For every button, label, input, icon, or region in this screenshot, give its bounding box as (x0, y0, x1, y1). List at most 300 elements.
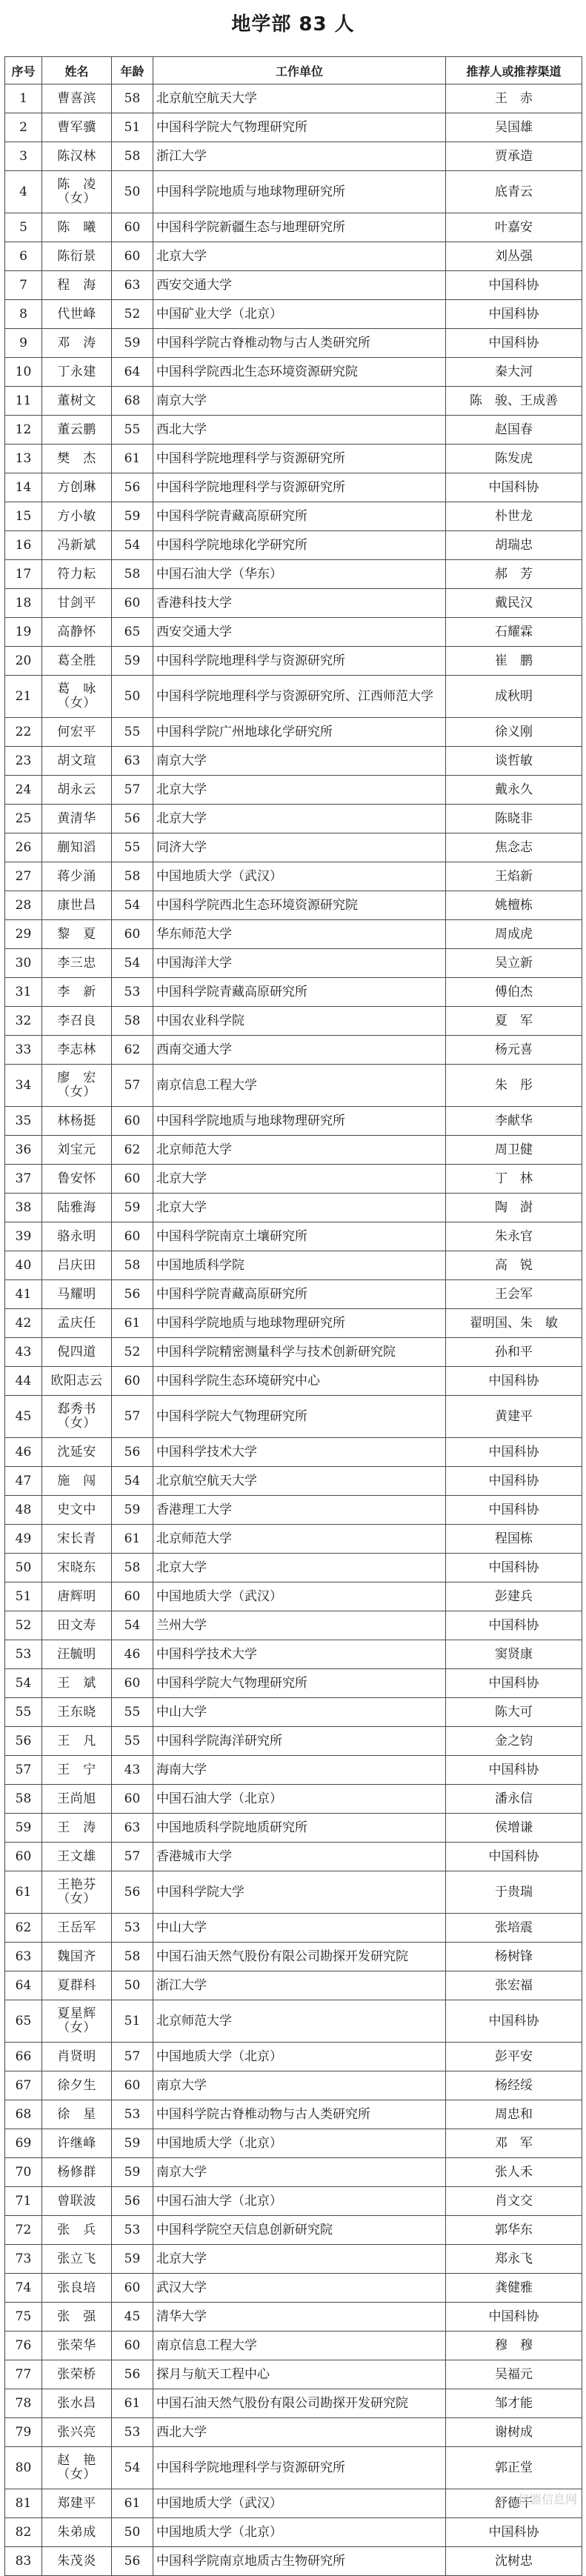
table-row (5, 676, 582, 718)
cell-recommender: 周成虎 (446, 920, 582, 949)
cell-index: 80 (5, 2447, 42, 2489)
cell-recommender: 中国科协 (446, 1496, 582, 1525)
cell-name: 王艳芬（女） (42, 1871, 112, 1914)
cell-name: 王 凡 (42, 1727, 112, 1756)
cell-recommender: 胡瑞忠 (446, 531, 582, 560)
cell-organization: 北京航空航天大学 (153, 84, 446, 113)
cell-recommender: 中国科协 (446, 300, 582, 329)
cell-organization: 香港城市大学 (153, 1843, 446, 1871)
table-row (5, 1338, 582, 1367)
cell-organization: 中国石油天然气股份有限公司勘探开发研究院 (153, 1943, 446, 1971)
cell-index: 11 (5, 387, 42, 416)
cell-recommender: 陈大可 (446, 1698, 582, 1727)
cell-name: 骆永明 (42, 1222, 112, 1251)
table-row (5, 1971, 582, 2000)
cell-name: 史文中 (42, 1496, 112, 1525)
table-row (5, 1007, 582, 1036)
cell-index: 27 (5, 862, 42, 891)
cell-organization: 中国科学院青藏高原研究所 (153, 978, 446, 1007)
cell-index: 74 (5, 2274, 42, 2303)
cell-name: 张立飞 (42, 2245, 112, 2274)
nominee-table (4, 56, 582, 2576)
table-row (5, 2158, 582, 2187)
cell-organization: 中国科学院西北生态环境资源研究院 (153, 358, 446, 387)
cell-age: 60 (112, 920, 153, 949)
cell-recommender: 焦念志 (446, 833, 582, 862)
cell-age: 58 (112, 142, 153, 171)
cell-name: 胡永云 (42, 776, 112, 805)
cell-name: 欧阳志云 (42, 1367, 112, 1396)
cell-name: 孟庆任 (42, 1309, 112, 1338)
table-row (5, 1727, 582, 1756)
cell-name: 张兴亮 (42, 2418, 112, 2447)
cell-recommender: 邹才能 (446, 2389, 582, 2418)
cell-recommender: 程国栋 (446, 1525, 582, 1554)
cell-organization: 香港理工大学 (153, 1496, 446, 1525)
cell-index: 29 (5, 920, 42, 949)
cell-age: 50 (112, 2518, 153, 2547)
cell-name: 李三忠 (42, 949, 112, 978)
cell-recommender: 底青云 (446, 171, 582, 213)
table-row (5, 1065, 582, 1107)
cell-age: 61 (112, 2389, 153, 2418)
cell-index: 48 (5, 1496, 42, 1525)
table-body (5, 84, 582, 2576)
cell-index: 52 (5, 1611, 42, 1640)
cell-age: 51 (112, 113, 153, 142)
cell-age: 58 (112, 1554, 153, 1582)
cell-index: 70 (5, 2158, 42, 2187)
cell-recommender: 石耀霖 (446, 618, 582, 647)
cell-name: 李召良 (42, 1007, 112, 1036)
table-row (5, 1036, 582, 1065)
cell-index: 12 (5, 416, 42, 445)
cell-age: 62 (112, 1136, 153, 1165)
cell-name: 胡文瑄 (42, 747, 112, 776)
table-row (5, 2274, 582, 2303)
cell-recommender: 中国科协 (446, 1756, 582, 1785)
cell-organization: 中国科学院地理科学与资源研究所 (153, 473, 446, 502)
cell-recommender: 吴立新 (446, 949, 582, 978)
cell-name: 蒯知滔 (42, 833, 112, 862)
table-row (5, 445, 582, 473)
header-cell-organization: 工作单位 (153, 57, 446, 84)
table-row (5, 718, 582, 747)
cell-recommender: 周卫健 (446, 1136, 582, 1165)
cell-name: 葛 咏（女） (42, 676, 112, 718)
cell-recommender: 于贵瑞 (446, 1871, 582, 1914)
cell-recommender: 陈晓非 (446, 805, 582, 833)
cell-recommender: 贾承造 (446, 142, 582, 171)
cell-recommender: 中国科协 (446, 1467, 582, 1496)
cell-name: 康世昌 (42, 891, 112, 920)
cell-age: 59 (112, 329, 153, 358)
cell-age: 56 (112, 2360, 153, 2389)
cell-age: 62 (112, 1036, 153, 1065)
table-row (5, 2100, 582, 2129)
cell-age: 60 (112, 2274, 153, 2303)
cell-organization: 中国科学院地质与地球物理研究所 (153, 171, 446, 213)
cell-organization: 北京师范大学 (153, 1136, 446, 1165)
cell-index: 47 (5, 1467, 42, 1496)
cell-recommender: 杨树锋 (446, 1943, 582, 1971)
cell-organization: 中国科学院青藏高原研究所 (153, 502, 446, 531)
table-row (5, 1814, 582, 1843)
cell-recommender: 潘永信 (446, 1785, 582, 1814)
table-row (5, 833, 582, 862)
cell-index: 67 (5, 2071, 42, 2100)
cell-recommender: 中国科协 (446, 329, 582, 358)
table-row (5, 1309, 582, 1338)
cell-organization: 武汉大学 (153, 2274, 446, 2303)
cell-index: 61 (5, 1871, 42, 1914)
cell-index: 9 (5, 329, 42, 358)
table-row (5, 647, 582, 676)
cell-name: 黄清华 (42, 805, 112, 833)
cell-age: 57 (112, 2043, 153, 2071)
table-row (5, 618, 582, 647)
cell-age: 54 (112, 1611, 153, 1640)
table-row (5, 2489, 582, 2518)
cell-index: 58 (5, 1785, 42, 1814)
cell-index: 24 (5, 776, 42, 805)
cell-name: 樊 杰 (42, 445, 112, 473)
table-row (5, 747, 582, 776)
cell-recommender: 李献华 (446, 1107, 582, 1136)
table-row (5, 2187, 582, 2216)
cell-age: 59 (112, 647, 153, 676)
table-row (5, 1756, 582, 1785)
cell-organization: 中国科学院地理科学与资源研究所 (153, 445, 446, 473)
cell-recommender: 侯增谦 (446, 1814, 582, 1843)
cell-index: 43 (5, 1338, 42, 1367)
cell-organization: 中国科学院古脊椎动物与古人类研究所 (153, 2100, 446, 2129)
table-row (5, 805, 582, 833)
header-row (5, 57, 582, 84)
cell-organization: 中国科学院地质与地球物理研究所 (153, 1309, 446, 1338)
cell-organization: 中国科学院地理科学与资源研究所、江西师范大学 (153, 676, 446, 718)
cell-age: 58 (112, 560, 153, 589)
cell-index: 55 (5, 1698, 42, 1727)
cell-age: 59 (112, 2129, 153, 2158)
cell-name: 陈衍景 (42, 242, 112, 271)
cell-name: 唐辉明 (42, 1582, 112, 1611)
cell-age: 57 (112, 1065, 153, 1107)
cell-recommender: 黄建平 (446, 1396, 582, 1438)
cell-age: 54 (112, 2447, 153, 2489)
cell-organization: 中国科学院西北生态环境资源研究院 (153, 891, 446, 920)
cell-recommender: 肖文交 (446, 2187, 582, 2216)
cell-index: 69 (5, 2129, 42, 2158)
cell-recommender: 谢树成 (446, 2418, 582, 2447)
table-row (5, 2071, 582, 2100)
cell-recommender: 舒德干 (446, 2489, 582, 2518)
cell-index: 22 (5, 718, 42, 747)
cell-age: 59 (112, 2158, 153, 2187)
cell-recommender: 周忠和 (446, 2100, 582, 2129)
cell-index: 1 (5, 84, 42, 113)
cell-index: 31 (5, 978, 42, 1007)
cell-age: 60 (112, 1107, 153, 1136)
cell-age: 55 (112, 1727, 153, 1756)
cell-organization: 南京大学 (153, 387, 446, 416)
cell-name: 邓 涛 (42, 329, 112, 358)
table-row (5, 1943, 582, 1971)
cell-age: 43 (112, 1756, 153, 1785)
cell-name: 曹喜滨 (42, 84, 112, 113)
cell-age: 59 (112, 1194, 153, 1222)
cell-age: 56 (112, 1871, 153, 1914)
cell-age: 45 (112, 2303, 153, 2332)
cell-recommender: 傅伯杰 (446, 978, 582, 1007)
cell-index: 75 (5, 2303, 42, 2332)
cell-organization: 北京大学 (153, 1194, 446, 1222)
cell-recommender: 谈哲敏 (446, 747, 582, 776)
cell-age: 50 (112, 171, 153, 213)
cell-age: 60 (112, 242, 153, 271)
cell-age: 58 (112, 1943, 153, 1971)
table-row (5, 171, 582, 213)
cell-index: 23 (5, 747, 42, 776)
cell-name: 王 涛 (42, 1814, 112, 1843)
cell-name: 杨修群 (42, 2158, 112, 2187)
cell-recommender: 成秋明 (446, 676, 582, 718)
table-row (5, 213, 582, 242)
cell-name: 王东晓 (42, 1698, 112, 1727)
cell-age: 58 (112, 862, 153, 891)
cell-recommender: 王 赤 (446, 84, 582, 113)
cell-index: 18 (5, 589, 42, 618)
cell-index: 10 (5, 358, 42, 387)
cell-organization: 中国海洋大学 (153, 949, 446, 978)
cell-index: 20 (5, 647, 42, 676)
table-row (5, 1669, 582, 1698)
table-row (5, 1396, 582, 1438)
table-row (5, 2043, 582, 2071)
cell-organization: 中国地质科学院地质研究所 (153, 1814, 446, 1843)
cell-recommender: 崔 鹏 (446, 647, 582, 676)
cell-organization: 中国地质大学（北京） (153, 2518, 446, 2547)
table-row (5, 560, 582, 589)
table-header (5, 57, 582, 84)
cell-recommender: 吴国雄 (446, 113, 582, 142)
cell-recommender: 中国科协 (446, 1669, 582, 1698)
cell-organization: 中国科学院地球化学研究所 (153, 531, 446, 560)
table-row (5, 1914, 582, 1943)
cell-organization: 中国石油大学（北京） (153, 1785, 446, 1814)
cell-name: 汪毓明 (42, 1640, 112, 1669)
cell-index: 6 (5, 242, 42, 271)
cell-index: 53 (5, 1640, 42, 1669)
cell-index: 32 (5, 1007, 42, 1036)
header-cell-age: 年龄 (112, 57, 153, 84)
cell-organization: 浙江大学 (153, 1971, 446, 2000)
cell-name: 董云鹏 (42, 416, 112, 445)
cell-index: 62 (5, 1914, 42, 1943)
cell-age: 54 (112, 1467, 153, 1496)
cell-age: 58 (112, 84, 153, 113)
cell-recommender: 中国科协 (446, 1611, 582, 1640)
cell-organization: 南京大学 (153, 747, 446, 776)
cell-index: 36 (5, 1136, 42, 1165)
cell-age: 54 (112, 949, 153, 978)
cell-name: 张良培 (42, 2274, 112, 2303)
table-row (5, 2518, 582, 2547)
cell-organization: 中国石油天然气股份有限公司勘探开发研究院 (153, 2389, 446, 2418)
cell-index: 16 (5, 531, 42, 560)
cell-name: 倪四道 (42, 1338, 112, 1367)
cell-index: 37 (5, 1165, 42, 1194)
cell-age: 53 (112, 978, 153, 1007)
cell-name: 冯新斌 (42, 531, 112, 560)
cell-age: 59 (112, 2245, 153, 2274)
cell-name: 王尚旭 (42, 1785, 112, 1814)
table-row (5, 531, 582, 560)
table-row (5, 1194, 582, 1222)
cell-age: 60 (112, 1165, 153, 1194)
table-row (5, 2216, 582, 2245)
cell-age: 56 (112, 1280, 153, 1309)
table-row (5, 978, 582, 1007)
table-row (5, 1367, 582, 1396)
cell-name: 陆雅海 (42, 1194, 112, 1222)
cell-organization: 中国地质科学院 (153, 1251, 446, 1280)
table-row (5, 1438, 582, 1467)
cell-index: 77 (5, 2360, 42, 2389)
cell-organization: 北京大学 (153, 1554, 446, 1582)
table-row (5, 1107, 582, 1136)
cell-index: 41 (5, 1280, 42, 1309)
cell-name: 何宏平 (42, 718, 112, 747)
cell-age: 61 (112, 2489, 153, 2518)
cell-age: 64 (112, 358, 153, 387)
header-cell-name: 姓名 (42, 57, 112, 84)
cell-organization: 中国科学院生态环境研究中心 (153, 1367, 446, 1396)
cell-name: 徐夕生 (42, 2071, 112, 2100)
cell-name: 曹军骥 (42, 113, 112, 142)
cell-age: 60 (112, 2071, 153, 2100)
cell-index: 4 (5, 171, 42, 213)
cell-age: 59 (112, 502, 153, 531)
cell-recommender: 中国科协 (446, 271, 582, 300)
cell-age: 57 (112, 776, 153, 805)
cell-age: 61 (112, 445, 153, 473)
page-title: 地学部 83 人 (231, 13, 355, 36)
cell-index: 45 (5, 1396, 42, 1438)
table-row (5, 84, 582, 113)
cell-recommender: 张人禾 (446, 2158, 582, 2187)
cell-name: 许继峰 (42, 2129, 112, 2158)
cell-index: 66 (5, 2043, 42, 2071)
cell-organization: 北京大学 (153, 242, 446, 271)
cell-name: 王 斌 (42, 1669, 112, 1698)
cell-index: 81 (5, 2489, 42, 2518)
cell-name: 施 闯 (42, 1467, 112, 1496)
cell-name: 曾联波 (42, 2187, 112, 2216)
cell-age: 60 (112, 213, 153, 242)
table-row (5, 1640, 582, 1669)
cell-recommender: 徐义刚 (446, 718, 582, 747)
cell-recommender: 邓 军 (446, 2129, 582, 2158)
table-row (5, 949, 582, 978)
cell-index: 73 (5, 2245, 42, 2274)
table-row (5, 271, 582, 300)
cell-organization: 中国石油大学（华东） (153, 560, 446, 589)
cell-age: 52 (112, 1338, 153, 1367)
cell-recommender: 朴世龙 (446, 502, 582, 531)
cell-organization: 中国地质大学（北京） (153, 2129, 446, 2158)
cell-organization: 中国科学院新疆生态与地理研究所 (153, 213, 446, 242)
cell-index: 42 (5, 1309, 42, 1338)
cell-organization: 西南交通大学 (153, 1036, 446, 1065)
cell-name: 赵 艳（女） (42, 2447, 112, 2489)
cell-age: 60 (112, 2332, 153, 2360)
table-row (5, 1611, 582, 1640)
cell-organization: 中国科学院古脊椎动物与古人类研究所 (153, 329, 446, 358)
cell-age: 54 (112, 891, 153, 920)
cell-age: 60 (112, 1222, 153, 1251)
cell-recommender: 陈 骏、王成善 (446, 387, 582, 416)
cell-name: 林杨挺 (42, 1107, 112, 1136)
cell-age: 55 (112, 416, 153, 445)
table-row (5, 1843, 582, 1871)
table-row (5, 329, 582, 358)
cell-age: 57 (112, 1843, 153, 1871)
cell-recommender: 张培震 (446, 1914, 582, 1943)
cell-age: 68 (112, 387, 153, 416)
cell-index: 57 (5, 1756, 42, 1785)
cell-organization: 中国科学院地理科学与资源研究所 (153, 2447, 446, 2489)
cell-name: 王文雄 (42, 1843, 112, 1871)
cell-age: 58 (112, 1251, 153, 1280)
cell-age: 60 (112, 1582, 153, 1611)
cell-index: 79 (5, 2418, 42, 2447)
cell-index: 38 (5, 1194, 42, 1222)
cell-organization: 中国科学技术大学 (153, 1438, 446, 1467)
cell-organization: 中国地质大学（武汉） (153, 862, 446, 891)
cell-recommender: 吴福元 (446, 2360, 582, 2389)
cell-recommender: 中国科协 (446, 1438, 582, 1467)
table-row (5, 2547, 582, 2576)
cell-name: 方小敏 (42, 502, 112, 531)
cell-name: 肖贤明 (42, 2043, 112, 2071)
cell-name: 宋晓东 (42, 1554, 112, 1582)
cell-name: 朱茂炎 (42, 2547, 112, 2576)
cell-organization: 北京师范大学 (153, 2000, 446, 2043)
cell-organization: 北京航空航天大学 (153, 1467, 446, 1496)
cell-recommender: 朱永官 (446, 1222, 582, 1251)
cell-index: 8 (5, 300, 42, 329)
cell-recommender: 中国科协 (446, 2303, 582, 2332)
cell-organization: 清华大学 (153, 2303, 446, 2332)
cell-name: 李 新 (42, 978, 112, 1007)
cell-organization: 中国地质大学（北京） (153, 2043, 446, 2071)
cell-name: 蒋少涌 (42, 862, 112, 891)
cell-name: 张荣桥 (42, 2360, 112, 2389)
cell-index: 59 (5, 1814, 42, 1843)
cell-organization: 中国科学院南京土壤研究所 (153, 1222, 446, 1251)
cell-index: 14 (5, 473, 42, 502)
cell-age: 50 (112, 1971, 153, 2000)
table-row (5, 1165, 582, 1194)
header-cell-recommender: 推荐人或推荐渠道 (446, 57, 582, 84)
cell-recommender: 赵国春 (446, 416, 582, 445)
cell-name: 黎 夏 (42, 920, 112, 949)
cell-index: 46 (5, 1438, 42, 1467)
cell-name: 高静怀 (42, 618, 112, 647)
cell-age: 56 (112, 1438, 153, 1467)
cell-index: 71 (5, 2187, 42, 2216)
